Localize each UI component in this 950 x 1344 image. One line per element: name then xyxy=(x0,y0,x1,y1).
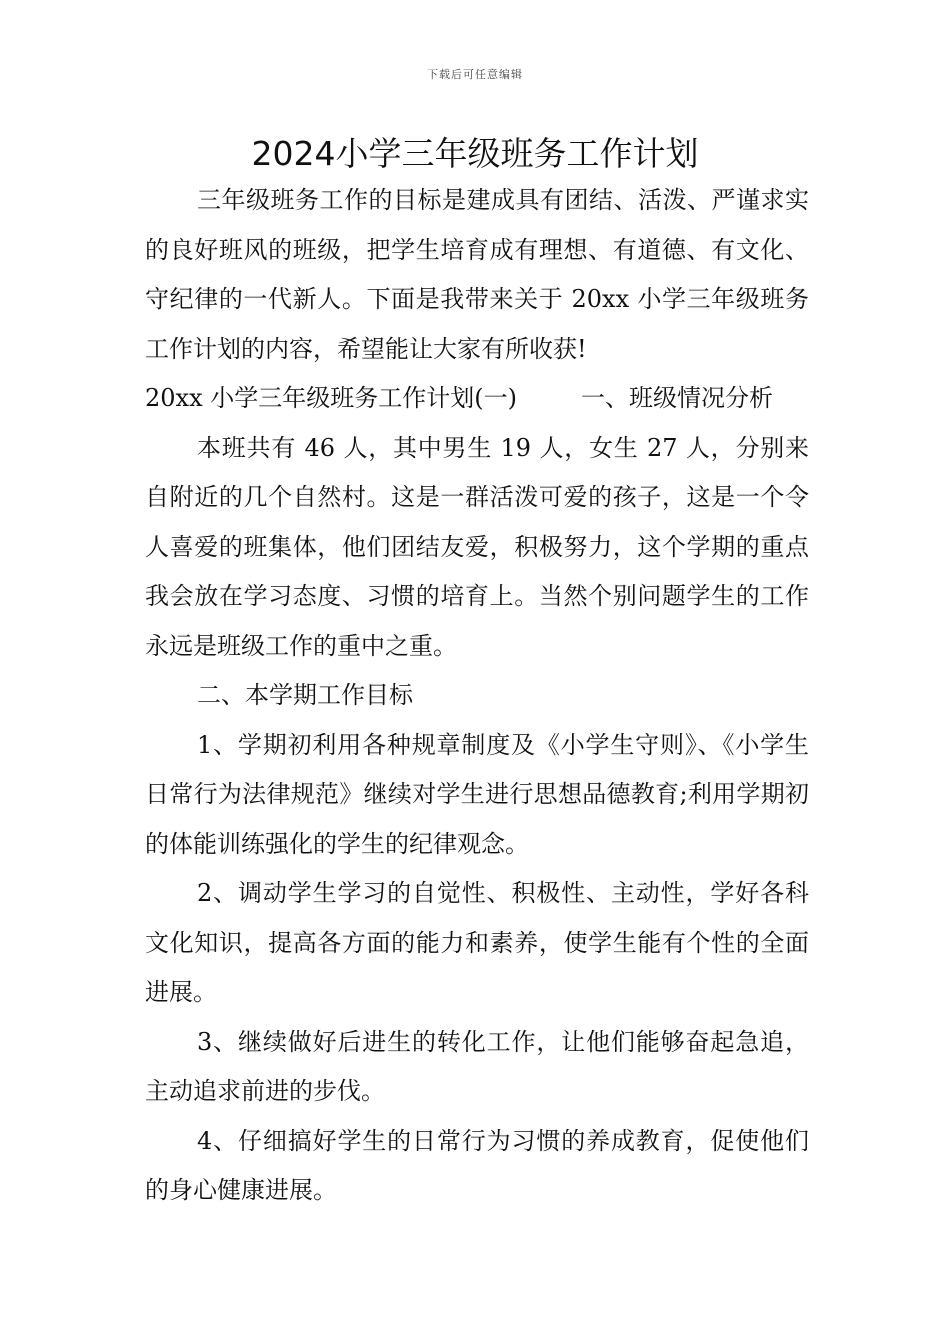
document-body xyxy=(145,176,809,1216)
section2-heading: 二、本学期工作目标 xyxy=(197,681,413,709)
goal-item-2: 2、调动学生学习的自觉性、积极性、主动性，学好各科文化知识，提高各方面的能力和素养，使学生能有个性的全面进展。 xyxy=(145,879,809,1006)
goal-item-3: 3、继续做好后进生的转化工作，让他们能够奋起急追，主动追求前进的步伐。 xyxy=(145,1027,809,1105)
document-title: 2024小学三年级班务工作计划 xyxy=(251,134,699,173)
header-note: 下载后可任意编辑 xyxy=(427,68,523,81)
goal-item-4: 4、仔细搞好学生的日常行为习惯的养成教育，促使他们的身心健康进展。 xyxy=(145,1126,809,1204)
goal-item-1: 1、学期初利用各种规章制度及《小学生守则》、《小学生日常行为法律规范》继续对学生进行思想品德教育;利用学期初的体能训练强化的学生的纪律观念。 xyxy=(145,730,809,858)
plan-subtitle: 20xx 小学三年级班务工作计划(一) xyxy=(145,384,517,412)
section1-heading: 一、班级情况分析 xyxy=(580,384,773,412)
plan-subtitle-line xyxy=(145,374,809,424)
class-analysis-paragraph: 本班共有 46 人，其中男生 19 人，女生 27 人，分别来自附近的几个自然村。这是一群活泼可爱的孩子，这是一个令人喜爱的班集体，他们团结友爱，积极努力，这个学期的重点我会放在学习态度、习惯的培育上。当然个别问题学生的工作永远是班级工作的重中之重。 xyxy=(145,433,809,660)
intro-paragraph: 三年级班务工作的目标是建成具有团结、活泼、严谨求实的良好班风的班级，把学生培育成有理想、有道德、有文化、守纪律的一代新人。下面是我带来关于 20xx 小学三年级班务工作计划的内容，希望能让大家有所收获! xyxy=(145,186,809,363)
